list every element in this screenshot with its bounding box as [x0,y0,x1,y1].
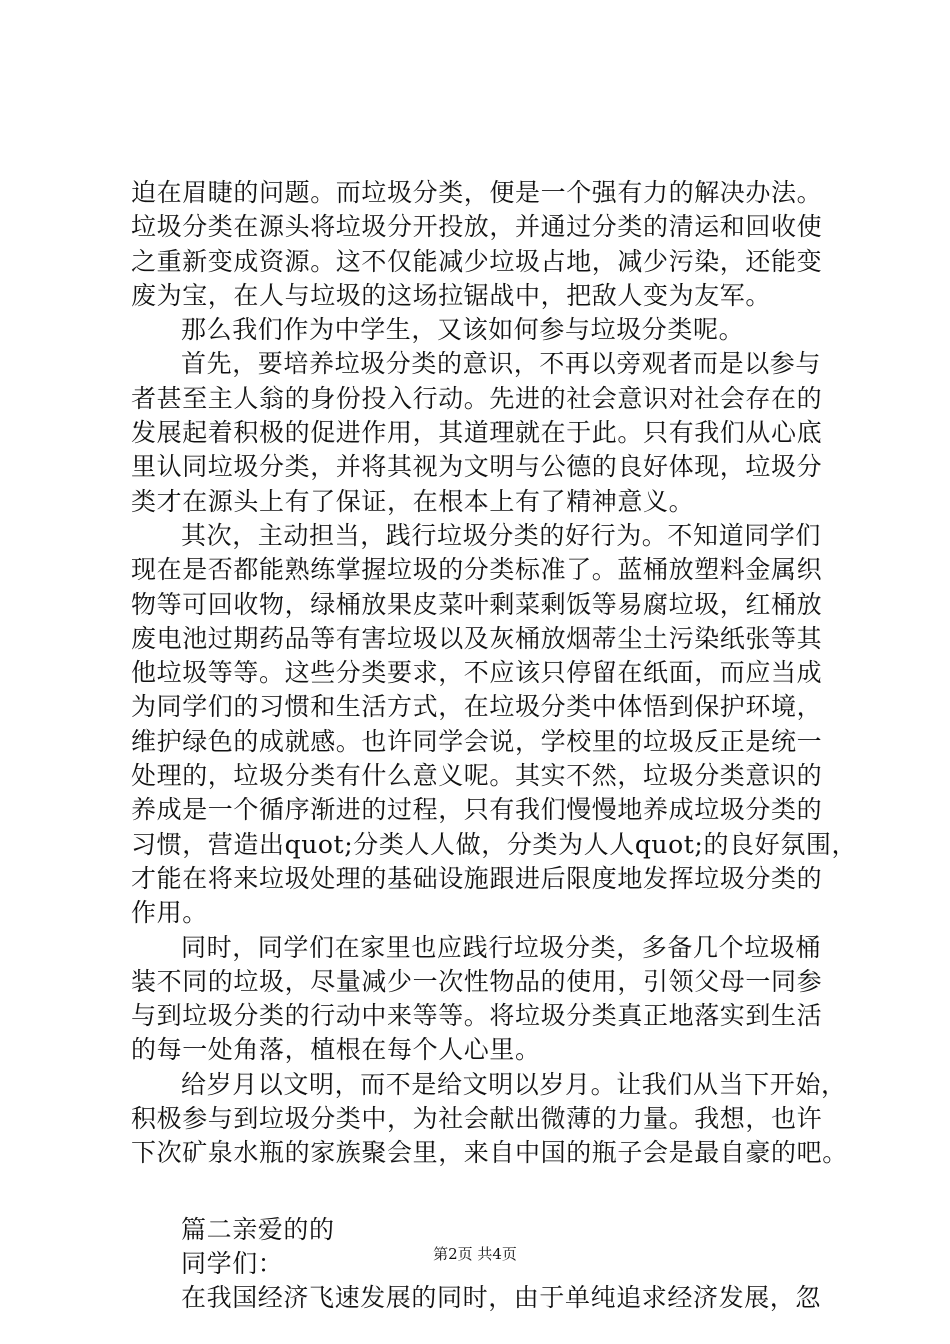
text-line: 其次，主动担当，践行垃圾分类的好行为。不知道同学们 [181,520,822,550]
text-line: 给岁月以文明，而不是给文明以岁月。让我们从当下开始， [181,1069,847,1099]
text-line: 那么我们作为中学生，又该如何参与垃圾分类呢。 [181,315,745,345]
page-indicator: 第2页 共4页 [433,1245,517,1263]
text-line: 废为宝，在人与垃圾的这场拉锯战中，把敌人变为友军。 [131,280,772,310]
text-line: 习惯，营造出quot;分类人人做，分类为人人quot;的良好氛围， [131,829,858,859]
text-line: 下次矿泉水瓶的家族聚会里，来自中国的瓶子会是最自豪的吧。 [131,1138,848,1168]
text-line: 积极参与到垃圾分类中，为社会献出微薄的力量。我想，也许 [131,1104,823,1134]
text-line: 同时，同学们在家里也应践行垃圾分类，多备几个垃圾桶 [181,932,822,962]
text-line: 作用。 [131,898,208,928]
text-line: 养成是一个循序渐进的过程，只有我们慢慢地养成垃圾分类的 [131,795,823,825]
text-line: 里认同垃圾分类，并将其视为文明与公德的良好体现，垃圾分 [131,452,823,482]
text-line: 为同学们的习惯和生活方式，在垃圾分类中体悟到保护环境， [131,692,823,722]
text-line: 垃圾分类在源头将垃圾分开投放，并通过分类的清运和回收使 [131,212,823,242]
text-line: 的每一处角落，植根在每个人心里。 [131,1035,541,1065]
section-spacer [131,1171,831,1213]
paragraph-3 [131,347,831,518]
document-body [131,176,858,1316]
text-line: 物等可回收物，绿桶放果皮菜叶剩菜剩饭等易腐垃圾，红桶放 [131,589,823,619]
text-line: 才能在将来垃圾处理的基础设施跟进后限度地发挥垃圾分类的 [131,863,823,893]
section-heading: 篇二亲爱的的 [181,1214,335,1244]
salutation: 同学们： [181,1248,284,1278]
text-line: 发展起着积极的促进作用，其道理就在于此。只有我们从心底 [131,418,823,448]
section-2 [131,1213,831,1316]
text-line: 维护绿色的成就感。也许同学会说，学校里的垃圾反正是统一 [131,726,823,756]
text-line: 类才在源头上有了保证，在根本上有了精神意义。 [131,486,695,516]
text-line: 在我国经济飞速发展的同时，由于单纯追求经济发展，忽 [181,1283,822,1313]
text-line: 与到垃圾分类的行动中来等等。将垃圾分类真正地落实到生活 [131,1001,823,1031]
paragraph-2 [131,313,831,347]
paragraph-6 [131,1068,848,1171]
text-line: 者甚至主人翁的身份投入行动。先进的社会意识对社会存在的 [131,383,823,413]
page-footer [0,1244,950,1264]
paragraph-4 [131,519,858,931]
paragraph-5 [131,931,831,1068]
text-line: 迫在眉睫的问题。而垃圾分类，便是一个强有力的解决办法。 [131,178,823,207]
text-line: 处理的，垃圾分类有什么意义呢。其实不然，垃圾分类意识的 [131,761,823,791]
text-line: 首先，要培养垃圾分类的意识，不再以旁观者而是以参与 [181,349,822,379]
text-line: 装不同的垃圾，尽量减少一次性物品的使用，引领父母一同参 [131,966,823,996]
paragraph-1 [131,176,831,313]
text-line: 他垃圾等等。这些分类要求，不应该只停留在纸面，而应当成 [131,658,823,688]
text-line: 废电池过期药品等有害垃圾以及灰桶放烟蒂尘土污染纸张等其 [131,623,823,653]
text-line: 现在是否都能熟练掌握垃圾的分类标准了。蓝桶放塑料金属织 [131,555,823,585]
text-line: 之重新变成资源。这不仅能减少垃圾占地，减少污染，还能变 [131,246,823,276]
